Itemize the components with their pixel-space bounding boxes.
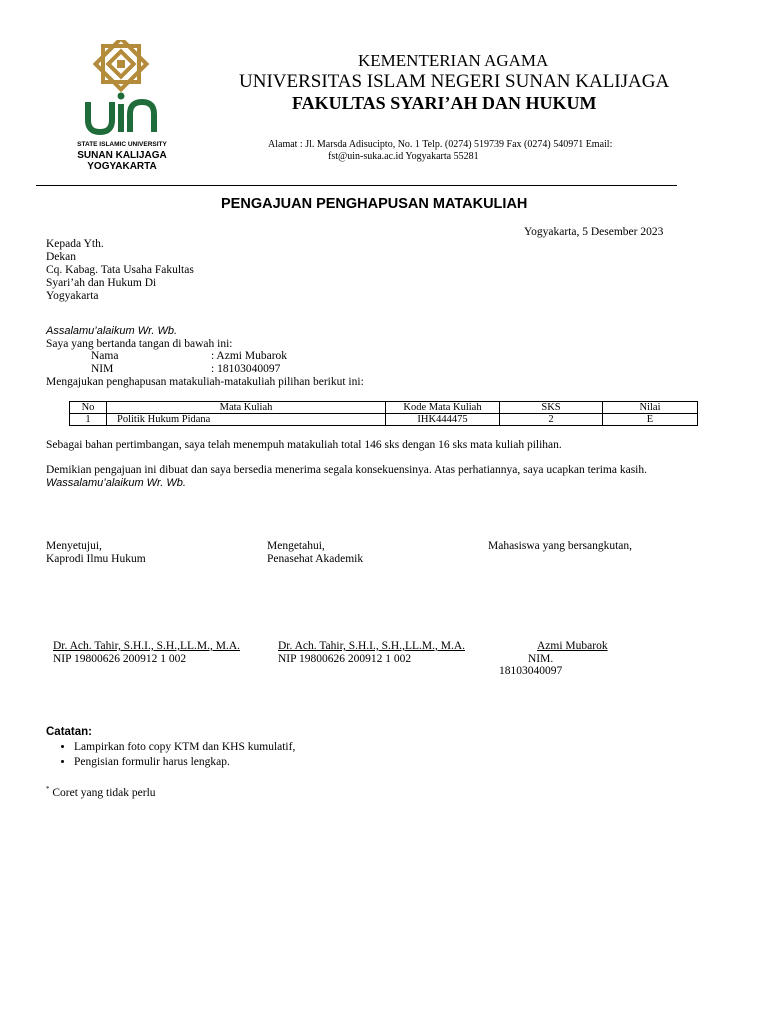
place-date: Yogyakarta, 5 Desember 2023 xyxy=(524,226,664,238)
approve-role: Kaprodi Ilmu Hukum xyxy=(46,553,146,565)
cell-no: 1 xyxy=(70,414,107,426)
cell-course: Politik Hukum Pidana xyxy=(107,414,386,426)
know-label: Mengetahui, xyxy=(267,540,325,552)
footnote-text: Coret yang tidak perlu xyxy=(49,786,156,799)
closing-text: Demikian pengajuan ini dibuat dan saya bersedia menerima segala konsekuensinya. Atas perhatiannya, saya ucapkan terima kasih. xyxy=(46,464,647,476)
university-logo xyxy=(80,40,162,140)
name-label: Nama xyxy=(91,350,119,362)
greeting: Assalamu’alaikum Wr. Wb. xyxy=(46,325,178,337)
recipient-block xyxy=(46,238,194,303)
address-line-2: fst@uin-suka.ac.id Yogyakarta 55281 xyxy=(328,151,479,162)
footnote-mark: * xyxy=(46,785,50,793)
know-role: Penasehat Akademik xyxy=(267,553,364,565)
note-item: • Pengisian formulir harus lengkap. xyxy=(74,755,646,770)
approve-label: Menyetujui, xyxy=(46,540,102,552)
header-no: No xyxy=(70,402,107,414)
header-code: Kode Mata Kuliah xyxy=(386,402,500,414)
notes-list xyxy=(46,740,646,770)
cell-grade: E xyxy=(603,414,698,426)
approve-signer-name: Dr. Ach. Tahir, S.H.I., S.H.,LL.M., M.A. xyxy=(53,640,240,652)
faculty-name: FAKULTAS SYARI’AH DAN HUKUM xyxy=(292,93,597,113)
ministry-name: KEMENTERIAN AGAMA xyxy=(358,51,549,70)
name-value: : Azmi Mubarok xyxy=(211,350,288,362)
request-text: Mengajukan penghapusan matakuliah-matakuliah pilihan berikut ini: xyxy=(46,376,364,388)
recipient-line: Syari’ah dan Hukum Di xyxy=(46,277,157,289)
student-label: Mahasiswa yang bersangkutan, xyxy=(488,540,633,552)
logo-caption-2: SUNAN KALIJAGA xyxy=(77,150,167,161)
header-divider xyxy=(36,185,677,186)
farewell: Wassalamu’alaikum Wr. Wb. xyxy=(46,477,186,489)
document-title: PENGAJUAN PENGHAPUSAN MATAKULIAH xyxy=(221,196,528,212)
cell-code: IHK444475 xyxy=(386,414,500,426)
logo-caption-3: YOGYAKARTA xyxy=(87,161,157,172)
nim-value: : 18103040097 xyxy=(211,363,281,375)
header-grade: Nilai xyxy=(603,402,698,414)
university-name: UNIVERSITAS ISLAM NEGERI SUNAN KALIJAGA xyxy=(239,71,670,92)
cell-sks: 2 xyxy=(500,414,603,426)
know-signer-name: Dr. Ach. Tahir, S.H.I., S.H.,LL.M., M.A. xyxy=(278,640,465,652)
course-table xyxy=(69,401,698,426)
logo-caption-1: STATE ISLAMIC UNIVERSITY xyxy=(77,141,167,148)
intro-text: Saya yang bertanda tangan di bawah ini: xyxy=(46,338,233,350)
approve-signer-nip: NIP 19800626 200912 1 002 xyxy=(53,653,187,665)
student-signer-name: Azmi Mubarok xyxy=(537,640,608,652)
table-header-row xyxy=(70,402,698,414)
notes-title: Catatan: xyxy=(46,726,93,738)
table-row xyxy=(70,414,698,426)
recipient-line: Yogyakarta xyxy=(46,290,99,302)
recipient-line: Dekan xyxy=(46,251,77,263)
consideration-text: Sebagai bahan pertimbangan, saya telah menempuh matakuliah total 146 sks dengan 16 sks mata kuliah pilihan. xyxy=(46,439,562,451)
note-item: • Lampirkan foto copy KTM dan KHS kumulatif, xyxy=(74,740,646,755)
recipient-line: Kepada Yth. xyxy=(46,238,104,250)
notes-list-wrapper xyxy=(46,740,646,770)
student-nim: 18103040097 xyxy=(499,665,563,677)
address-line-1: Alamat : Jl. Marsda Adisucipto, No. 1 Telp. (0274) 519739 Fax (0274) 540971 Email: xyxy=(268,139,613,150)
footnote xyxy=(46,783,156,800)
header-sks: SKS xyxy=(500,402,603,414)
recipient-line: Cq. Kabag. Tata Usaha Fakultas xyxy=(46,264,194,276)
student-nim-label: NIM. xyxy=(528,653,554,665)
header-course: Mata Kuliah xyxy=(107,402,386,414)
know-signer-nip: NIP 19800626 200912 1 002 xyxy=(278,653,412,665)
nim-label: NIM xyxy=(91,363,114,375)
